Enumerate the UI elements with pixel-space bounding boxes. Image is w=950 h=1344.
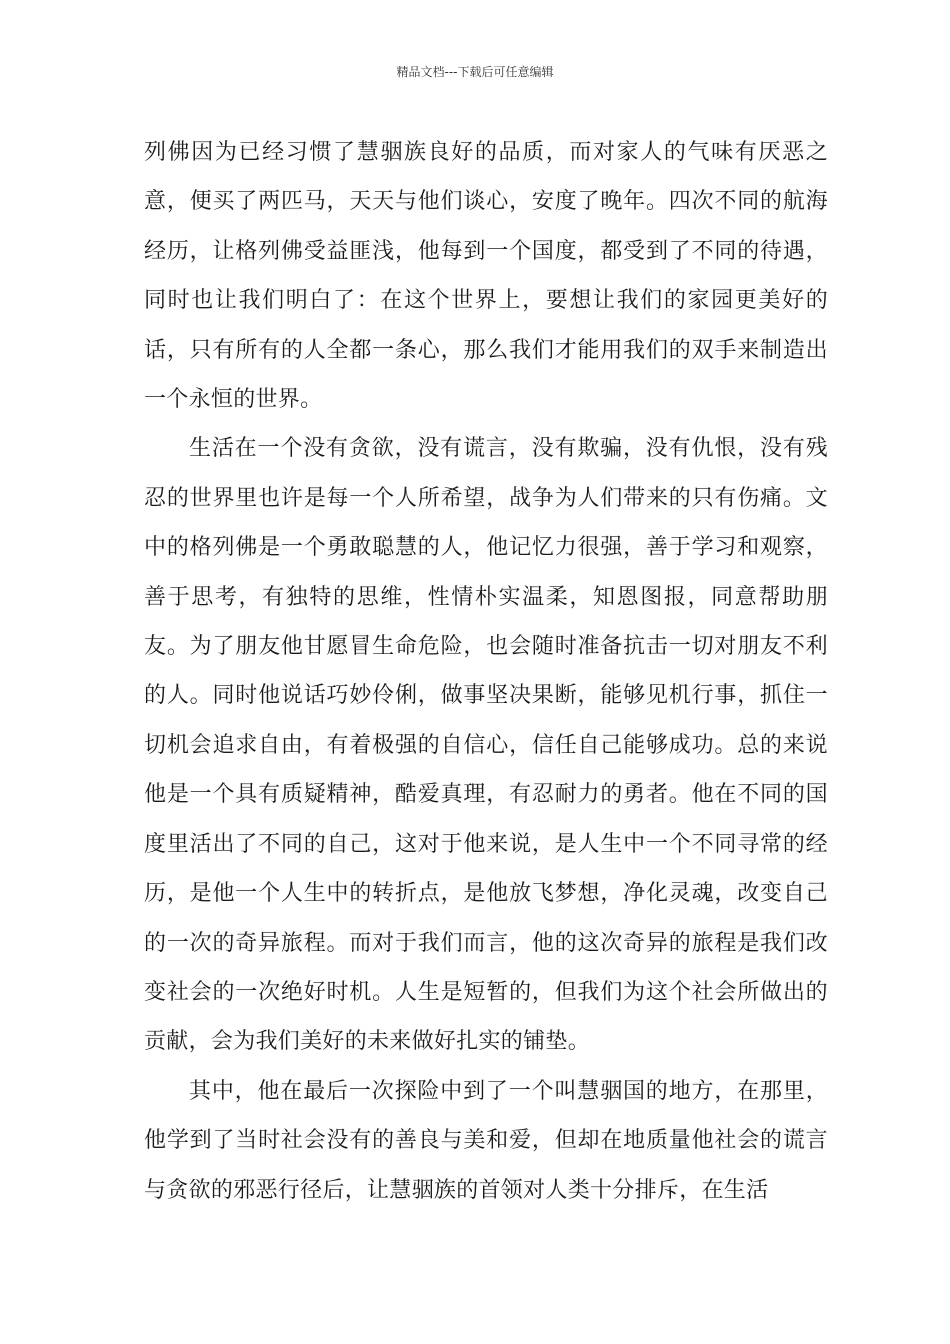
page-header: 精品文档---下载后可任意编辑 xyxy=(396,65,554,79)
paragraph-continued: 列佛因为已经习惯了慧骃族良好的品质，而对家人的气味有厌恶之意，便买了两匹马，天天与他们谈心，安度了晚年。四次不同的航海经历，让格列佛受益匪浅，他每到一个国度，都受到了不同的待遇，同时也让我们明白了：在这个世界上，要想让我们的家园更美好的话，只有所有的人全都一条心，那么我们才能用我们的双手来制造出一个永恒的世界。 xyxy=(144,140,828,413)
paragraph-houyhnhnm-land: 其中，他在最后一次探险中到了一个叫慧骃国的地方，在那里，他学到了当时社会没有的善良与美和爱，但却在地质量他社会的谎言与贪欲的邪恶行径后，让慧骃族的首领对人类十分排斥，在生活 xyxy=(144,1078,828,1203)
document-body xyxy=(144,128,828,1215)
paragraph-gulliver-character: 生活在一个没有贪欲，没有谎言，没有欺骗，没有仇恨，没有残忍的世界里也许是每一个人所希望，战争为人们带来的只有伤痛。文中的格列佛是一个勇敢聪慧的人，他记忆力很强，善于学习和观察，善于思考，有独特的思维，性情朴实温柔，知恩图报，同意帮助朋友。为了朋友他甘愿冒生命危险，也会随时准备抗击一切对朋友不利的人。同时他说话巧妙伶俐，做事坚决果断，能够见机行事，抓住一切机会追求自由，有着极强的自信心，信任自己能够成功。总的来说他是一个具有质疑精神，酷爱真理，有忍耐力的勇者。他在不同的国度里活出了不同的自己，这对于他来说，是人生中一个不同寻常的经历，是他一个人生中的转折点，是他放飞梦想，净化灵魂，改变自己的一次的奇异旅程。而对于我们而言，他的这次奇异的旅程是我们改变社会的一次绝好时机。人生是短暂的，但我们为这个社会所做出的贡献，会为我们美好的未来做好扎实的铺垫。 xyxy=(144,436,828,1055)
